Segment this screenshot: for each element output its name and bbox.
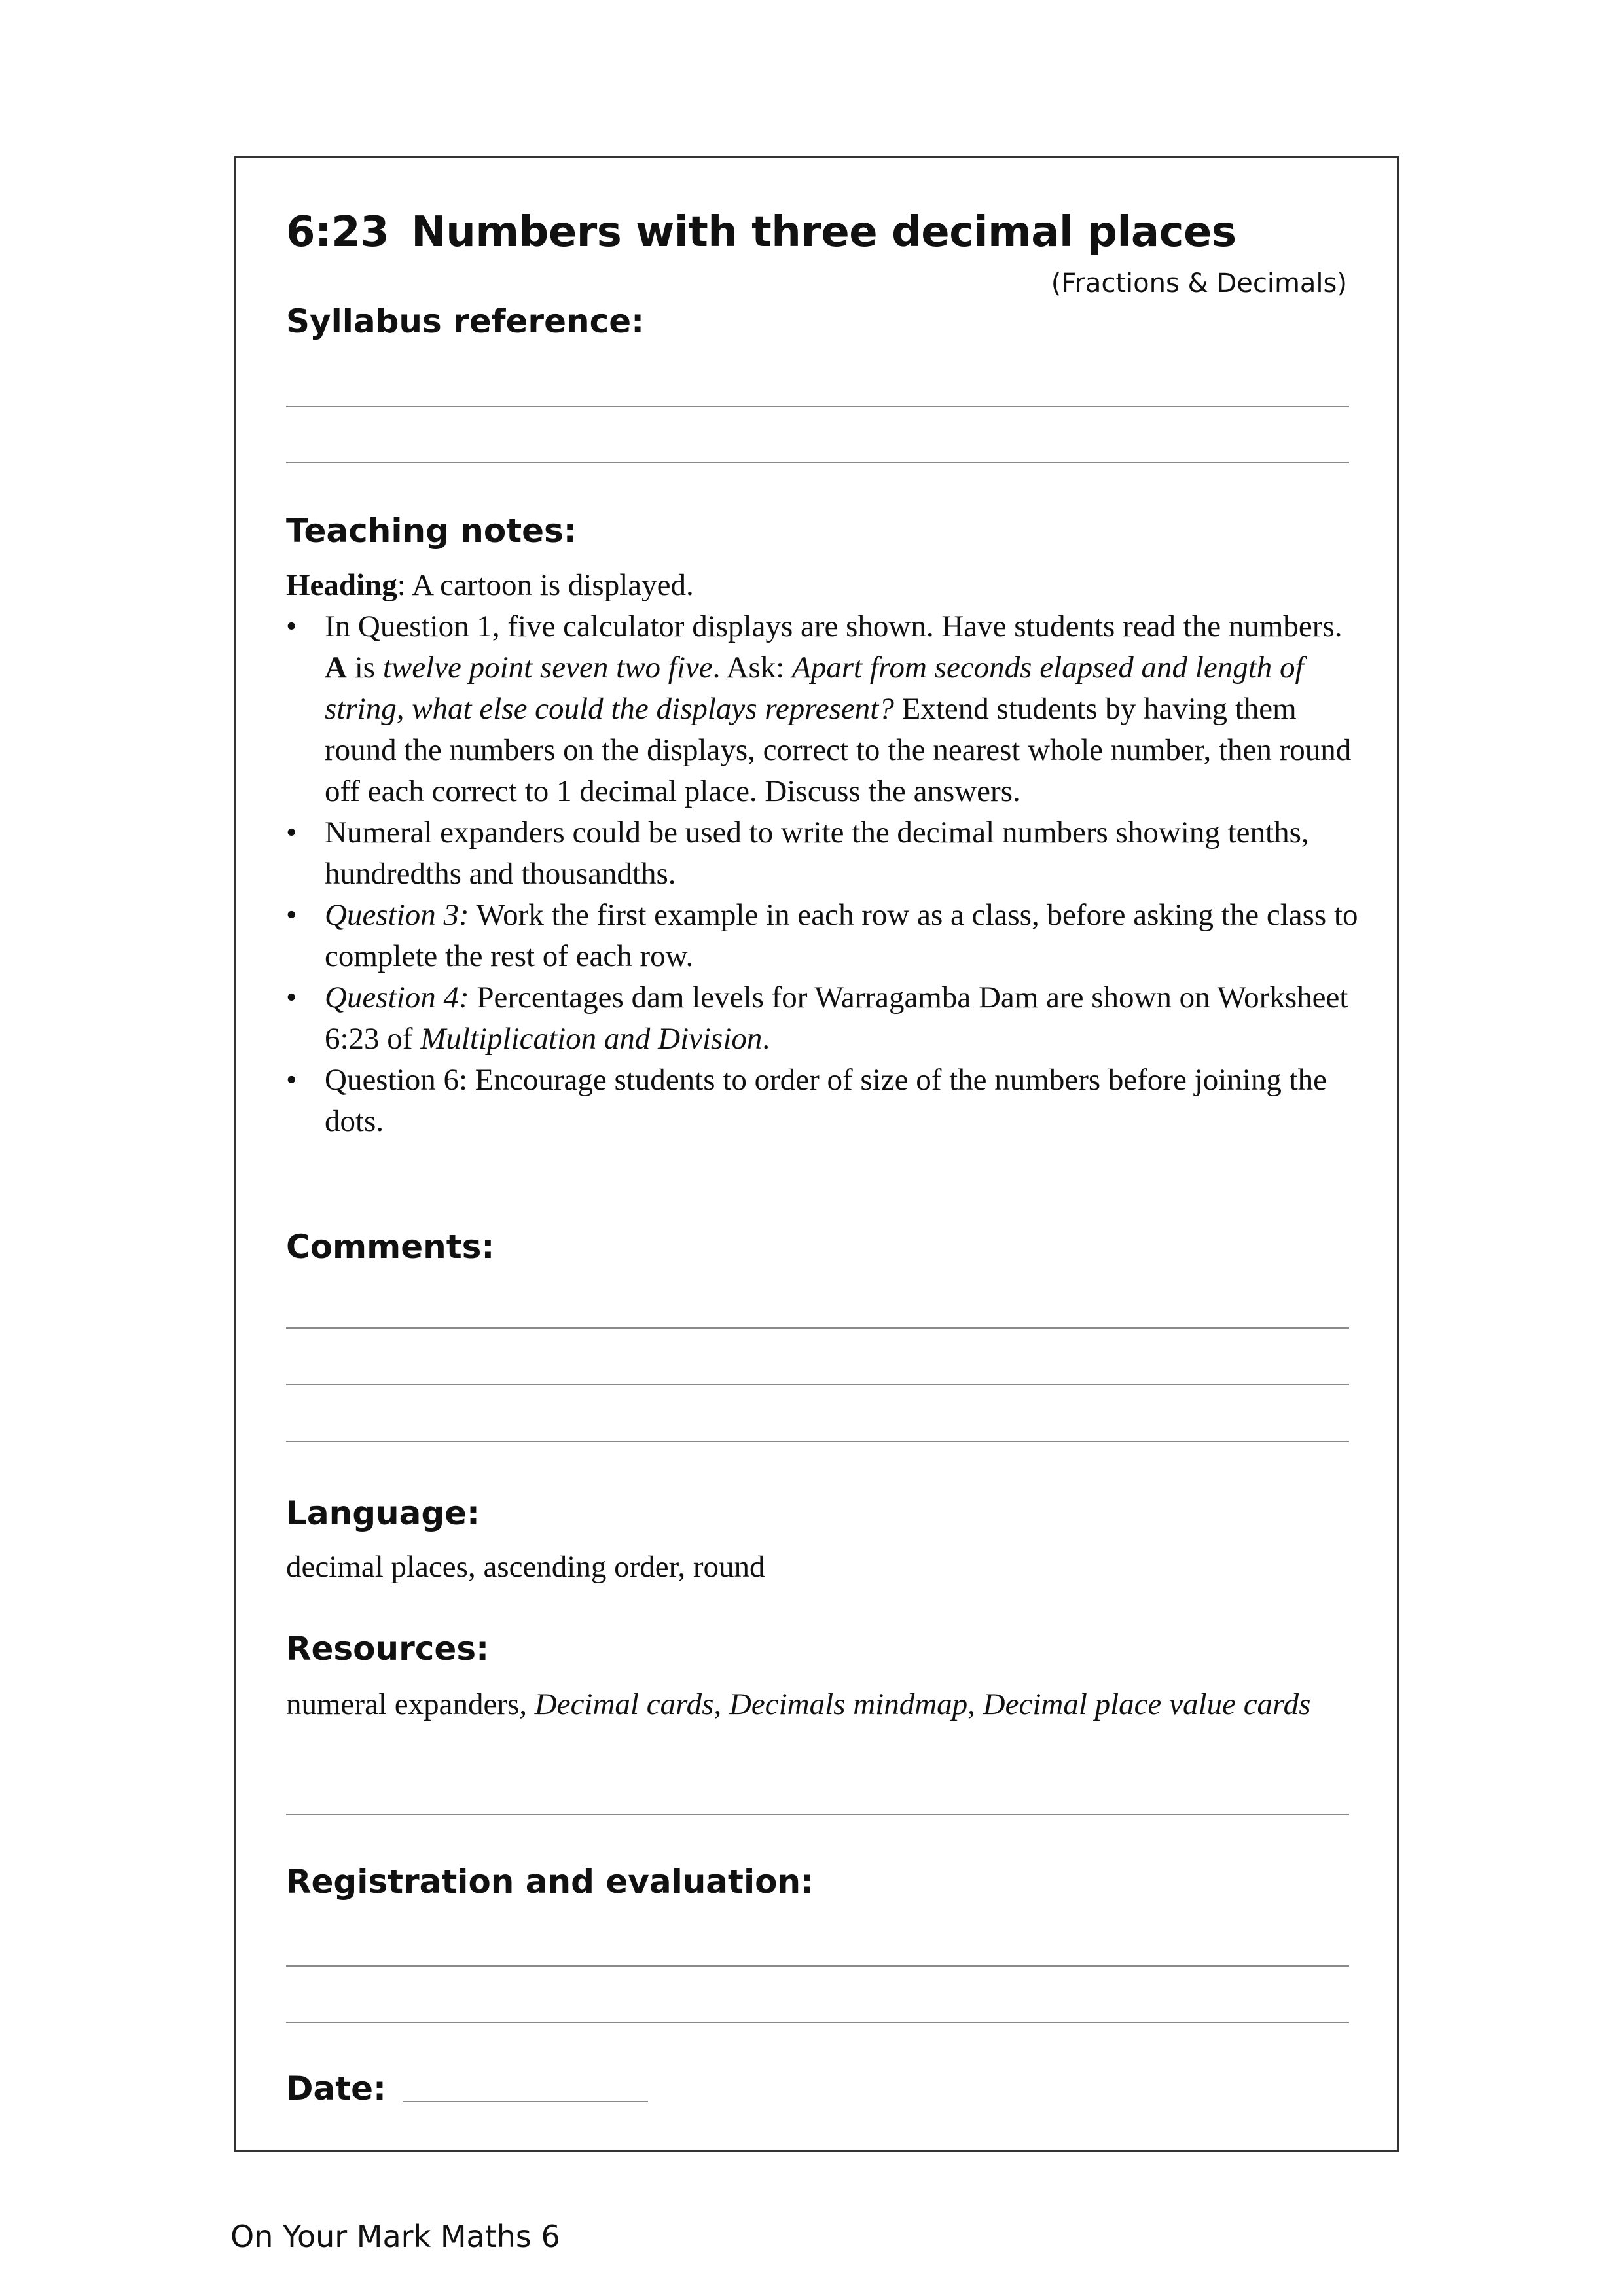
teaching-notes-body [286,565,1360,1142]
resources-heading: Resources: [286,1630,490,1668]
teaching-notes-heading: Teaching notes: [286,512,577,550]
lesson-title: Numbers with three decimal places [411,208,1236,257]
syllabus-line-1[interactable] [286,406,1349,407]
bullet-icon: • [286,898,297,932]
language-text: decimal places, ascending order, round [286,1550,765,1584]
date-label: Date: [286,2070,387,2108]
list-item: • Question 3: Work the first example in each row as a class, before asking the class to complete the rest of each row. [286,895,1360,977]
teaching-notes-list [286,606,1360,1142]
bullet-icon: • [286,609,297,643]
list-item: • Question 4: Percentages dam levels for Warragamba Dam are shown on Worksheet 6:23 of Multiplication and Division. [286,977,1360,1060]
page-title [286,208,1236,257]
date-field[interactable] [403,2101,648,2102]
language-heading: Language: [286,1494,480,1532]
subject-area: (Fractions & Decimals) [1051,268,1347,298]
syllabus-heading: Syllabus reference: [286,302,645,340]
comments-line-1[interactable] [286,1327,1349,1329]
registration-line-2[interactable] [286,2022,1349,2023]
lesson-code: 6:23 [286,208,389,257]
page-footer: On Your Mark Maths 6 [230,2219,560,2254]
bullet-icon: • [286,816,297,850]
comments-heading: Comments: [286,1228,495,1266]
list-item: • Numeral expanders could be used to write the decimal numbers showing tenths, hundredths and thousandths. [286,812,1360,895]
bullet-icon: • [286,980,297,1014]
resources-line[interactable] [286,1814,1349,1815]
registration-heading: Registration and evaluation: [286,1863,814,1901]
page-frame [234,156,1399,2152]
comments-line-3[interactable] [286,1441,1349,1442]
list-item: • In Question 1, five calculator displays are shown. Have students read the numbers. A is twelve point seven two five. Ask: Apart from seconds elapsed and length of string, what else could the displays represent? Extend students by having them round the numbers on the displays, correct to the nearest whole number, then round off each correct to 1 decimal place. Discuss the answers. [286,606,1360,812]
list-item: • Question 6: Encourage students to order of size of the numbers before joining the dots. [286,1060,1360,1142]
registration-line-1[interactable] [286,1965,1349,1967]
comments-line-2[interactable] [286,1384,1349,1385]
cartoon-note: Heading: A cartoon is displayed. [286,568,694,602]
bullet-icon: • [286,1063,297,1097]
resources-text: numeral expanders, Decimal cards, Decimals mindmap, Decimal place value cards [286,1687,1311,1721]
syllabus-line-2[interactable] [286,462,1349,463]
